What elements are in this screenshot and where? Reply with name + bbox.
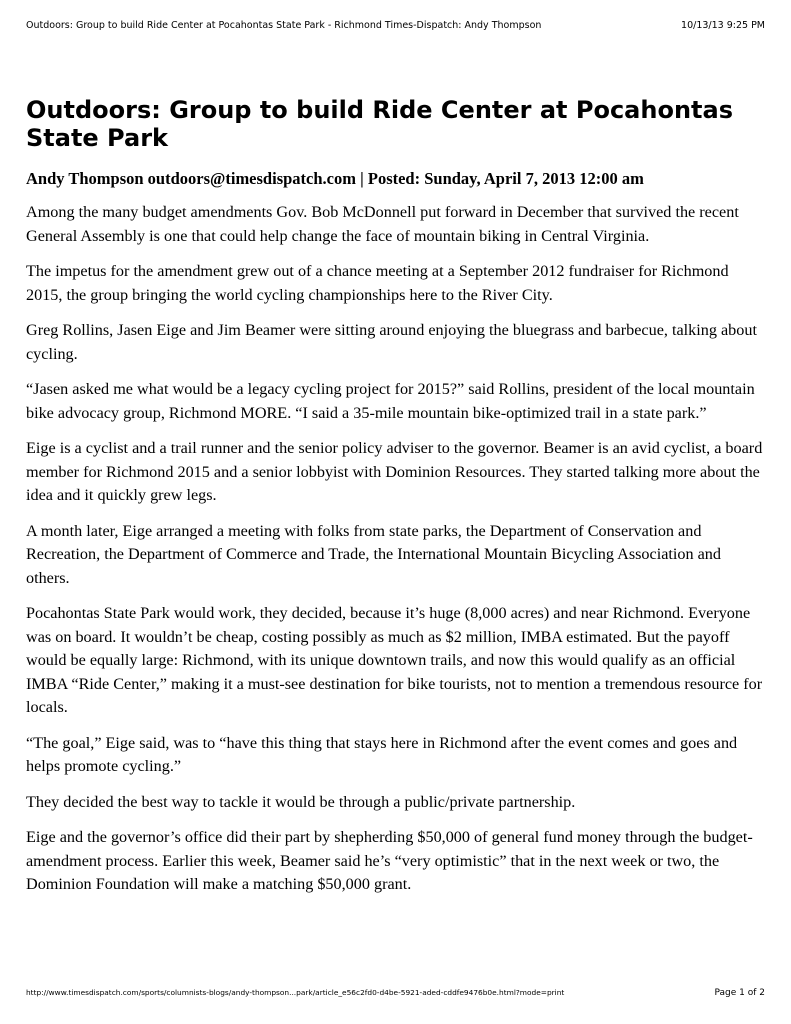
print-footer-url: http://www.timesdispatch.com/sports/columnists-blogs/andy-thompson...park/article_e56c2fd0-d4be-5921-aded-cddfe9476b0e.html?mode=print xyxy=(26,988,565,997)
article-paragraph: “The goal,” Eige said, was to “have this thing that stays here in Richmond after the event comes and goes and helps promote cycling.” xyxy=(26,733,738,775)
article-headline: Outdoors: Group to build Ride Center at Pocahontas State Park xyxy=(26,96,733,152)
print-footer-page-number: Page 1 of 2 xyxy=(714,988,765,998)
article-byline: Andy Thompson outdoors@timesdispatch.com | Posted: Sunday, April 7, 2013 12:00 am xyxy=(26,169,644,188)
article-paragraph: A month later, Eige arranged a meeting with folks from state parks, the Department of Conservation and Recreation, the Department of Commerce and Trade, the International Mountain Bicycling Association and others. xyxy=(26,521,721,587)
article-paragraph: Pocahontas State Park would work, they decided, because it’s huge (8,000 acres) and near Richmond. Everyone was on board. It wouldn’t be cheap, costing possibly as much as $2 million, IMBA estimated. But the payoff would be equally large: Richmond, with its unique downtown trails, and now this would qualify as an official IMBA “Ride Center,” making it a must-see destination for bike tourists, not to mention a tremendous resource for locals. xyxy=(26,604,763,716)
article-paragraph: Eige is a cyclist and a trail runner and the senior policy adviser to the governor. Beamer is an avid cyclist, a board member for Richmond 2015 and a senior lobbyist with Dominion Resources. They started talking more about the idea and it quickly grew legs. xyxy=(26,439,763,504)
article-paragraph: Eige and the governor’s office did their part by shepherding $50,000 of general fund money through the budget-amendment process. Earlier this week, Beamer said he’s “very optimistic” that in the next week or two, the Dominion Foundation will make a matching $50,000 grant. xyxy=(26,828,753,893)
article-paragraph: Greg Rollins, Jasen Eige and Jim Beamer were sitting around enjoying the bluegrass and barbecue, talking about cycling. xyxy=(26,321,757,363)
print-footer xyxy=(26,988,765,1004)
print-header xyxy=(26,20,765,36)
article-paragraph: Among the many budget amendments Gov. Bob McDonnell put forward in December that survived the recent General Assembly is one that could help change the face of mountain biking in Central Virginia. xyxy=(26,203,739,245)
article-body xyxy=(26,201,768,909)
article-paragraph: “Jasen asked me what would be a legacy cycling project for 2015?” said Rollins, president of the local mountain bike advocacy group, Richmond MORE. “I said a 35-mile mountain bike-optimized trail in a state park.” xyxy=(26,380,755,422)
article-paragraph: They decided the best way to tackle it would be through a public/private partnership. xyxy=(26,792,576,811)
article-paragraph: The impetus for the amendment grew out of a chance meeting at a September 2012 fundraiser for Richmond 2015, the group bringing the world cycling championships here to the River City. xyxy=(26,262,729,304)
print-header-datetime: 10/13/13 9:25 PM xyxy=(681,20,765,31)
print-header-title: Outdoors: Group to build Ride Center at Pocahontas State Park - Richmond Times-Dispatch: Andy Thompson xyxy=(26,20,542,31)
